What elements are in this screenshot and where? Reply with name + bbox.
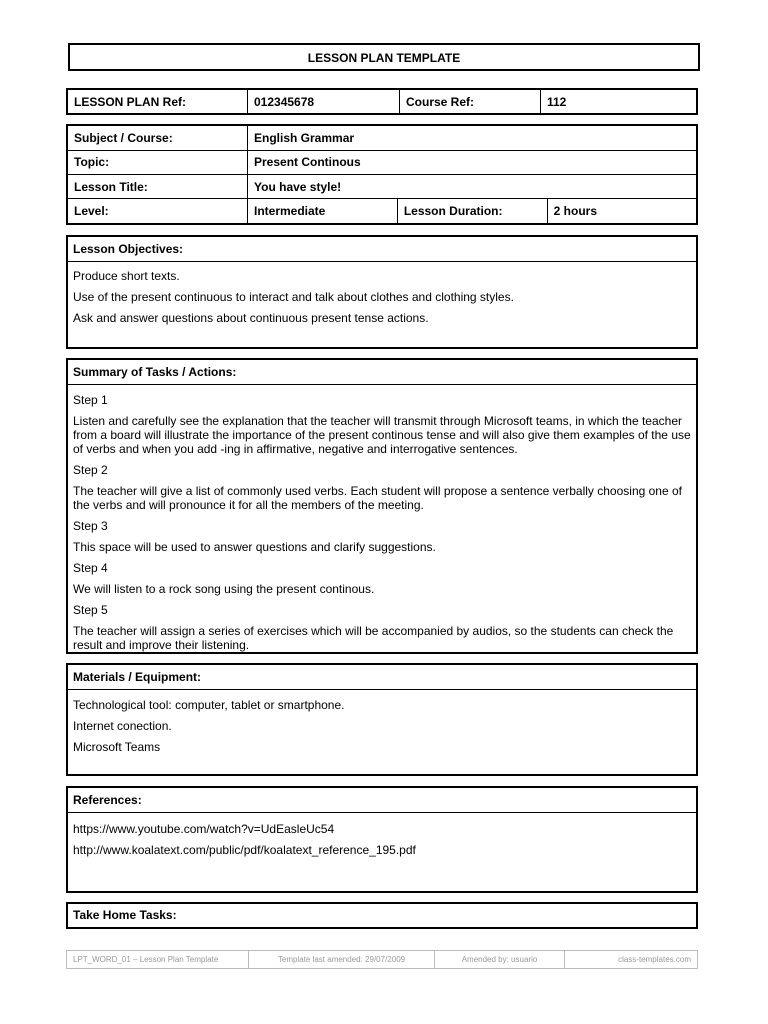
course-ref-label: Course Ref: <box>400 89 541 114</box>
objective-item: Use of the present continuous to interact and talk about clothes and clothing styles. <box>73 290 514 304</box>
ref-table <box>66 88 698 115</box>
footer-doc-id: LPT_WORD_01 – Lesson Plan Template <box>67 951 249 968</box>
footer-amended-date: Template last amended: 29/07/2009 <box>249 951 435 968</box>
document-title-text: LESSON PLAN TEMPLATE <box>307 51 461 65</box>
details-table <box>66 124 698 225</box>
material-item: Internet conection. <box>73 719 172 733</box>
lesson-plan-ref-value: 012345678 <box>248 89 400 114</box>
objective-item: Produce short texts. <box>73 269 180 283</box>
step-text: The teacher will assign a series of exercises which will be accompanied by audios, so the students can check the result and improve their listening. <box>73 624 674 652</box>
step-label: Step 2 <box>73 463 108 477</box>
topic-label: Topic: <box>67 150 248 174</box>
topic-value: Present Continous <box>248 150 698 174</box>
step-label: Step 1 <box>73 393 108 407</box>
lesson-plan-ref-label: LESSON PLAN Ref: <box>67 89 248 114</box>
footer-amended-by: Amended by: usuario <box>435 951 565 968</box>
material-item: Microsoft Teams <box>73 740 161 754</box>
page-footer <box>66 950 698 969</box>
duration-value: 2 hours <box>547 199 697 224</box>
reference-link[interactable]: http://www.koalatext.com/public/pdf/koalatext_reference_195.pdf <box>73 843 416 857</box>
materials-section <box>66 663 698 776</box>
materials-header: Materials / Equipment: <box>68 665 696 690</box>
take-home-header: Take Home Tasks: <box>73 908 177 922</box>
footer-site: class-templates.com <box>618 955 691 964</box>
subject-label: Subject / Course: <box>67 125 248 150</box>
level-value: Intermediate <box>248 199 398 224</box>
subject-value: English Grammar <box>248 125 698 150</box>
material-item: Technological tool: computer, tablet or smartphone. <box>73 698 345 712</box>
references-header: References: <box>68 788 696 813</box>
objectives-section <box>66 235 698 349</box>
level-label: Level: <box>67 199 248 224</box>
references-section <box>66 786 698 893</box>
step-text: The teacher will give a list of commonly used verbs. Each student will propose a sentence verbally choosing one of the verbs and will pronounce it for all the members of the meeting. <box>73 484 682 512</box>
step-label: Step 4 <box>73 561 108 575</box>
duration-label: Lesson Duration: <box>397 199 547 224</box>
objectives-header: Lesson Objectives: <box>68 237 696 262</box>
step-text: We will listen to a rock song using the present continous. <box>73 582 375 596</box>
summary-header: Summary of Tasks / Actions: <box>68 360 696 385</box>
step-label: Step 3 <box>73 519 108 533</box>
lesson-title-value: You have style! <box>248 174 698 198</box>
document-title <box>68 43 700 71</box>
step-text: This space will be used to answer questions and clarify suggestions. <box>73 540 436 554</box>
take-home-section <box>66 902 698 929</box>
lesson-title-label: Lesson Title: <box>67 174 248 198</box>
objective-item: Ask and answer questions about continuous present tense actions. <box>73 311 429 325</box>
reference-link[interactable]: https://www.youtube.com/watch?v=UdEasleUc54 <box>73 822 335 836</box>
summary-section <box>66 358 698 654</box>
course-ref-value: 112 <box>541 89 698 114</box>
step-text: Listen and carefully see the explanation that the teacher will transmit through Microsoft teams, in which the teacher from a board will illustrate the importance of the present continous tense and will also give them examples of the use of verbs and when you add -ing in affirmative, negative and interrogative sentences. <box>73 414 691 456</box>
step-label: Step 5 <box>73 603 108 617</box>
